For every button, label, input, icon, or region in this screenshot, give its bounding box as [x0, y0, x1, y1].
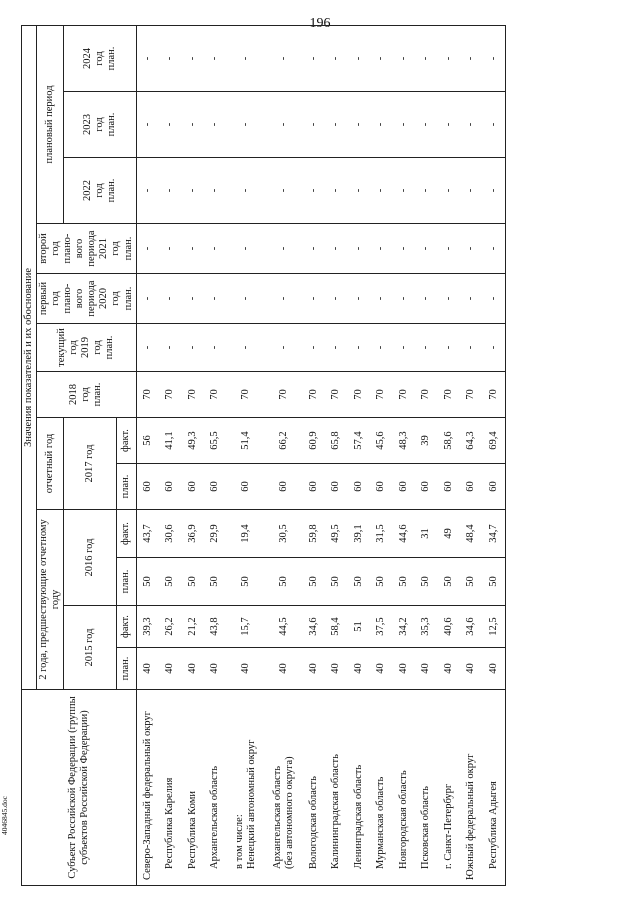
value-cell: - [393, 158, 416, 224]
table-row [325, 25, 348, 885]
value-cell: 60 [393, 464, 416, 510]
value-cell: 60 [460, 464, 483, 510]
value-cell: 40 [483, 648, 506, 690]
value-cell: 30,6 [159, 510, 182, 558]
table-row [438, 25, 461, 885]
value-cell: 43,7 [136, 510, 159, 558]
value-cell: - [227, 25, 265, 91]
region-name: Вологодская область [307, 776, 319, 869]
table-row [303, 25, 326, 885]
region-cell [438, 690, 461, 886]
value-cell: - [438, 224, 461, 274]
value-cell: - [136, 324, 159, 372]
region-name-line2: Ненецкий автономный округ [245, 739, 257, 869]
region-cell [303, 690, 326, 886]
current-year-header: текущий год 2019 год план. [37, 324, 137, 372]
table-row [182, 25, 205, 885]
value-cell: - [182, 92, 205, 158]
value-cell: 60,9 [303, 418, 326, 464]
value-cell: 40 [325, 648, 348, 690]
value-cell: - [483, 274, 506, 324]
value-cell: 49,3 [182, 418, 205, 464]
year-2017-header: 2017 год [64, 418, 117, 510]
value-cell: - [159, 274, 182, 324]
region-cell [136, 690, 159, 886]
table-row [370, 25, 393, 885]
second-planning-year-header: второй год плано- вого периода 2021 год план. [37, 224, 137, 274]
region-name: Северо-Западный федеральный округ [141, 711, 153, 880]
value-cell: - [370, 224, 393, 274]
value-cell: 36,9 [182, 510, 205, 558]
value-cell: 35,3 [415, 606, 438, 648]
value-cell: 70 [460, 372, 483, 418]
value-cell: - [438, 25, 461, 91]
value-cell: - [265, 324, 303, 372]
value-cell: - [159, 25, 182, 91]
value-cell: 60 [325, 464, 348, 510]
value-cell: 70 [227, 372, 265, 418]
value-cell: - [415, 324, 438, 372]
value-cell: - [227, 224, 265, 274]
year-2023-header: 2023 год план. [64, 92, 136, 158]
value-cell: 21,2 [182, 606, 205, 648]
value-cell: 60 [483, 464, 506, 510]
value-cell: - [393, 92, 416, 158]
value-cell: 64,3 [460, 418, 483, 464]
first-planning-year-header: первый год плано- вого периода 2020 год план. [37, 274, 137, 324]
region-name: Республика Адыгея [487, 781, 499, 869]
page-number: 196 [309, 16, 331, 31]
value-cell: 39,1 [348, 510, 371, 558]
region-name: Архангельская область [271, 765, 283, 869]
value-cell: - [204, 92, 227, 158]
value-cell: 51,4 [227, 418, 265, 464]
value-cell: 34,6 [303, 606, 326, 648]
value-cell: - [303, 92, 326, 158]
table-row [415, 25, 438, 885]
value-cell: 40,6 [438, 606, 461, 648]
value-cell: 37,5 [370, 606, 393, 648]
value-cell: 40 [415, 648, 438, 690]
value-cell: - [370, 274, 393, 324]
value-cell: 66,2 [265, 418, 303, 464]
value-cell: 60 [303, 464, 326, 510]
region-cell [227, 690, 265, 886]
value-cell: - [159, 158, 182, 224]
value-cell: 48,4 [460, 510, 483, 558]
fact-header-2017: факт. [116, 418, 136, 464]
region-cell [483, 690, 506, 886]
year-2022-header: 2022 год план. [64, 158, 136, 224]
value-cell: - [204, 274, 227, 324]
value-cell: - [265, 224, 303, 274]
value-cell: - [460, 25, 483, 91]
value-cell: 40 [136, 648, 159, 690]
value-cell: - [265, 92, 303, 158]
value-cell: 60 [182, 464, 205, 510]
value-cell: - [370, 324, 393, 372]
value-cell: - [460, 158, 483, 224]
value-cell: 40 [159, 648, 182, 690]
value-cell: - [136, 92, 159, 158]
value-cell: 60 [348, 464, 371, 510]
value-cell: - [370, 92, 393, 158]
value-cell: - [136, 274, 159, 324]
year-2016-header: 2016 год [64, 510, 117, 606]
value-cell: 58,6 [438, 418, 461, 464]
table-row [204, 25, 227, 885]
value-cell: - [325, 224, 348, 274]
value-cell: - [204, 25, 227, 91]
region-name: Республика Карелия [164, 777, 176, 869]
value-cell: - [348, 92, 371, 158]
table-row [393, 25, 416, 885]
table-row [136, 25, 159, 885]
subject-header: Субъект Российской Федерации (группы субъектов Российской Федерации) [22, 690, 137, 886]
value-cell: 57,4 [348, 418, 371, 464]
value-cell: - [136, 158, 159, 224]
region-name: Псковская область [420, 786, 432, 869]
value-cell: 60 [438, 464, 461, 510]
region-name: в том числе: [233, 814, 245, 869]
value-cell: 45,6 [370, 418, 393, 464]
value-cell: - [159, 92, 182, 158]
value-cell: 39 [415, 418, 438, 464]
value-cell: 60 [370, 464, 393, 510]
plan-header-2017: план. [116, 464, 136, 510]
value-cell: - [348, 224, 371, 274]
value-cell: - [438, 274, 461, 324]
value-cell: 70 [483, 372, 506, 418]
value-cell: 60 [265, 464, 303, 510]
region-cell [204, 690, 227, 886]
value-cell: - [303, 25, 326, 91]
value-cell: - [415, 25, 438, 91]
value-cell: 50 [460, 558, 483, 606]
value-cell: 50 [483, 558, 506, 606]
value-cell: 40 [348, 648, 371, 690]
table-row [227, 25, 265, 885]
value-cell: 40 [393, 648, 416, 690]
value-cell: - [438, 92, 461, 158]
plan-header-2016: план. [116, 558, 136, 606]
fact-header-2015: факт. [116, 606, 136, 648]
table-row [348, 25, 371, 885]
value-cell: 40 [460, 648, 483, 690]
value-cell: 29,9 [204, 510, 227, 558]
value-cell: 70 [265, 372, 303, 418]
value-cell: - [483, 324, 506, 372]
value-cell: - [460, 224, 483, 274]
value-cell: 40 [370, 648, 393, 690]
value-cell: 70 [204, 372, 227, 418]
plan-header-2015: план. [116, 648, 136, 690]
value-cell: 65,5 [204, 418, 227, 464]
value-cell: 70 [159, 372, 182, 418]
region-cell [415, 690, 438, 886]
value-cell: 34,7 [483, 510, 506, 558]
region-name: Южный федеральный округ [465, 753, 477, 880]
table-row [265, 25, 303, 885]
fact-header-2016: факт. [116, 510, 136, 558]
value-cell: - [204, 158, 227, 224]
value-cell: 50 [370, 558, 393, 606]
value-cell: 50 [393, 558, 416, 606]
value-cell: 50 [227, 558, 265, 606]
value-cell: 44,5 [265, 606, 303, 648]
value-cell: - [438, 324, 461, 372]
value-cell: 49 [438, 510, 461, 558]
value-cell: - [393, 324, 416, 372]
reporting-year-header: отчетный год [37, 418, 64, 510]
value-cell: - [460, 92, 483, 158]
value-cell: - [325, 158, 348, 224]
region-name: Мурманская область [375, 776, 387, 869]
value-cell: 69,4 [483, 418, 506, 464]
value-cell: 19,4 [227, 510, 265, 558]
value-cell: - [182, 25, 205, 91]
value-cell: - [182, 274, 205, 324]
values-group-header: Значения показателей и их обоснование [22, 25, 37, 689]
region-cell [460, 690, 483, 886]
region-name: Республика Коми [186, 791, 198, 869]
value-cell: 50 [159, 558, 182, 606]
value-cell: 15,7 [227, 606, 265, 648]
value-cell: 31 [415, 510, 438, 558]
value-cell: 50 [136, 558, 159, 606]
value-cell: - [483, 224, 506, 274]
year-2024-header: 2024 год план. [64, 25, 136, 91]
region-name: Ленинградская область [352, 764, 364, 869]
value-cell: - [348, 274, 371, 324]
region-name: Новгородская область [397, 770, 409, 869]
region-cell [393, 690, 416, 886]
indicators-table [21, 25, 506, 886]
region-cell [325, 690, 348, 886]
region-cell [370, 690, 393, 886]
year-2015-header: 2015 год [64, 606, 117, 690]
value-cell: 70 [182, 372, 205, 418]
value-cell: - [303, 274, 326, 324]
value-cell: - [265, 25, 303, 91]
value-cell: - [348, 25, 371, 91]
value-cell: - [227, 274, 265, 324]
value-cell: - [303, 158, 326, 224]
value-cell: - [227, 92, 265, 158]
value-cell: - [325, 324, 348, 372]
value-cell: 50 [204, 558, 227, 606]
value-cell: - [460, 274, 483, 324]
planning-period-header: плановый период [37, 25, 64, 223]
value-cell: - [415, 274, 438, 324]
region-cell [159, 690, 182, 886]
value-cell: 70 [415, 372, 438, 418]
value-cell: 60 [227, 464, 265, 510]
value-cell: 70 [348, 372, 371, 418]
value-cell: - [204, 224, 227, 274]
value-cell: 40 [227, 648, 265, 690]
value-cell: - [325, 274, 348, 324]
value-cell: - [393, 25, 416, 91]
value-cell: 30,5 [265, 510, 303, 558]
value-cell: 39,3 [136, 606, 159, 648]
value-cell: 70 [325, 372, 348, 418]
value-cell: - [370, 158, 393, 224]
value-cell: - [393, 224, 416, 274]
value-cell: - [159, 324, 182, 372]
value-cell: 70 [136, 372, 159, 418]
value-cell: 60 [136, 464, 159, 510]
value-cell: 60 [159, 464, 182, 510]
value-cell: 34,6 [460, 606, 483, 648]
region-name: г. Санкт-Петербург [442, 783, 454, 869]
region-cell [182, 690, 205, 886]
value-cell: 40 [265, 648, 303, 690]
value-cell: - [348, 324, 371, 372]
value-cell: 50 [348, 558, 371, 606]
value-cell: - [438, 158, 461, 224]
region-name: Калининградская область [330, 754, 342, 869]
value-cell: - [182, 224, 205, 274]
value-cell: - [483, 158, 506, 224]
value-cell: 40 [204, 648, 227, 690]
prior-two-years-header: 2 года, предшествующие отчетному году [37, 510, 64, 690]
value-cell: 48,3 [393, 418, 416, 464]
value-cell: - [325, 25, 348, 91]
table-row [483, 25, 506, 885]
value-cell: 26,2 [159, 606, 182, 648]
value-cell: 50 [415, 558, 438, 606]
value-cell: 12,5 [483, 606, 506, 648]
value-cell: - [159, 224, 182, 274]
value-cell: 50 [325, 558, 348, 606]
region-name: Архангельская область [209, 765, 221, 869]
value-cell: 43,8 [204, 606, 227, 648]
value-cell: 44,6 [393, 510, 416, 558]
region-cell [348, 690, 371, 886]
value-cell: 70 [393, 372, 416, 418]
table-row [159, 25, 182, 885]
value-cell: - [483, 25, 506, 91]
value-cell: 49,5 [325, 510, 348, 558]
year-2018-header: 2018 год план. [37, 372, 137, 418]
table-header [22, 25, 137, 885]
table-row [460, 25, 483, 885]
value-cell: 40 [438, 648, 461, 690]
value-cell: 58,4 [325, 606, 348, 648]
value-cell: 50 [438, 558, 461, 606]
value-cell: - [325, 92, 348, 158]
region-name-line2: (без автономного округа) [283, 756, 295, 869]
value-cell: - [415, 92, 438, 158]
value-cell: 40 [303, 648, 326, 690]
value-cell: - [460, 324, 483, 372]
value-cell: - [136, 224, 159, 274]
document-id: 4046845.doc [0, 796, 9, 835]
value-cell: 41,1 [159, 418, 182, 464]
value-cell: - [483, 92, 506, 158]
value-cell: - [182, 324, 205, 372]
value-cell: 51 [348, 606, 371, 648]
value-cell: 60 [415, 464, 438, 510]
value-cell: 34,2 [393, 606, 416, 648]
value-cell: - [303, 324, 326, 372]
value-cell: - [415, 158, 438, 224]
value-cell: - [265, 158, 303, 224]
value-cell: 50 [265, 558, 303, 606]
value-cell: - [415, 224, 438, 274]
value-cell: - [182, 158, 205, 224]
value-cell: 56 [136, 418, 159, 464]
value-cell: 70 [370, 372, 393, 418]
value-cell: 70 [438, 372, 461, 418]
table-body [136, 25, 506, 885]
value-cell: 50 [182, 558, 205, 606]
value-cell: - [136, 25, 159, 91]
value-cell: - [265, 274, 303, 324]
value-cell: - [204, 324, 227, 372]
value-cell: 31,5 [370, 510, 393, 558]
value-cell: - [227, 158, 265, 224]
value-cell: - [227, 324, 265, 372]
region-cell [265, 690, 303, 886]
value-cell: 70 [303, 372, 326, 418]
value-cell: 65,8 [325, 418, 348, 464]
value-cell: - [393, 274, 416, 324]
value-cell: 60 [204, 464, 227, 510]
value-cell: 40 [182, 648, 205, 690]
value-cell: 50 [303, 558, 326, 606]
value-cell: - [348, 158, 371, 224]
value-cell: - [370, 25, 393, 91]
rotated-table-container [21, 26, 601, 886]
value-cell: 59,8 [303, 510, 326, 558]
value-cell: - [303, 224, 326, 274]
